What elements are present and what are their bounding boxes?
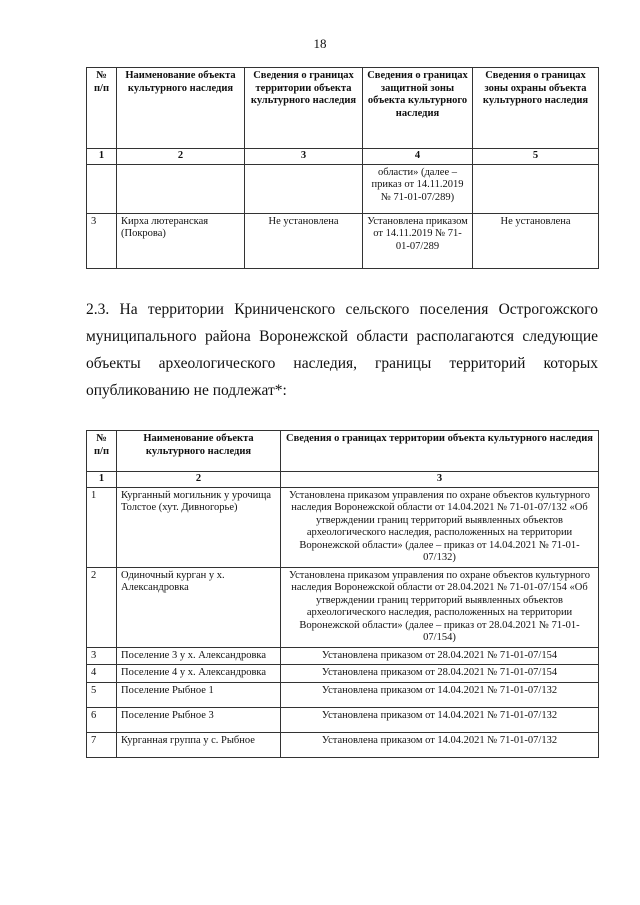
cell-number: 3 [87,647,117,665]
cell-territory: Установлена приказом управления по охране объектов культурного наследия Воронежской области от 28.04.2021 № 71-01-07/154 «Об утверждении границ территорий выявленных объектов археологического наследия, расположенных на территории Воронежской области» (далее – приказ от 28.04.2021 № 71-01-07/154) [281,567,599,647]
header-guard-zone: Сведения о границах зоны охраны объекта культурного наследия [473,68,599,149]
col-num: 2 [117,149,245,165]
cell-name: Поселение 4 у х. Александровка [117,665,281,683]
cell-territory: Установлена приказом от 14.04.2021 № 71-01-07/132 [281,682,599,707]
header-name: Наименование объекта культурного наследия [117,68,245,149]
cell-name [117,164,245,213]
cell-number: 4 [87,665,117,683]
cell-territory: Установлена приказом управления по охране объектов культурного наследия Воронежской области от 14.04.2021 № 71-01-07/132 «Об утверждении границ территорий выявленных объектов археологического наследия, расположенных на территории Воронежской области» (далее – приказ от 14.04.2021 № 71-01-07/132) [281,487,599,567]
archaeological-objects-table [86,430,599,758]
header-number: № п/п [87,431,117,472]
column-number-row [87,472,599,488]
col-num: 3 [245,149,363,165]
header-territory: Сведения о границах территории объекта культурного наследия [245,68,363,149]
cell-number [87,164,117,213]
table-row [87,164,599,213]
cell-number: 6 [87,707,117,732]
table-row [87,567,599,647]
table-header-row [87,68,599,149]
paragraph-text: 2.3. На территории Криниченского сельского поселения Острогожского муниципального района Воронежской области располагаются следующие объекты археологического наследия, границы территорий которых опубликованию не подлежат*: [86,301,598,399]
cell-number: 3 [87,213,117,268]
col-num: 5 [473,149,599,165]
cell-name: Курганная группа у с. Рыбное [117,732,281,757]
table-row [87,487,599,567]
cell-protection-zone: Установлена приказом от 14.11.2019 № 71-01-07/289 [363,213,473,268]
table-row [87,665,599,683]
table-row [87,732,599,757]
col-num: 4 [363,149,473,165]
section-paragraph [86,296,598,404]
cell-territory: Установлена приказом от 28.04.2021 № 71-01-07/154 [281,647,599,665]
header-name: Наименование объекта культурного наследия [117,431,281,472]
cell-name: Поселение 3 у х. Александровка [117,647,281,665]
cell-protection-zone: области» (далее – приказ от 14.11.2019 № 71-01-07/289) [363,164,473,213]
cell-guard-zone: Не установлена [473,213,599,268]
cell-name: Поселение Рыбное 3 [117,707,281,732]
heritage-objects-table [86,67,599,269]
header-territory: Сведения о границах территории объекта культурного наследия [281,431,599,472]
table-row [87,647,599,665]
col-num: 1 [87,472,117,488]
table-row [87,682,599,707]
col-num: 1 [87,149,117,165]
cell-number: 7 [87,732,117,757]
cell-name: Поселение Рыбное 1 [117,682,281,707]
header-protection-zone: Сведения о границах защитной зоны объекта культурного наследия [363,68,473,149]
col-num: 2 [117,472,281,488]
cell-territory [245,164,363,213]
cell-name: Кирха лютеранская (Покрова) [117,213,245,268]
cell-territory: Не установлена [245,213,363,268]
cell-territory: Установлена приказом от 14.04.2021 № 71-01-07/132 [281,732,599,757]
cell-guard-zone [473,164,599,213]
page-number: 18 [313,36,327,51]
table-row [87,213,599,268]
column-number-row [87,149,599,165]
cell-territory: Установлена приказом от 14.04.2021 № 71-01-07/132 [281,707,599,732]
cell-territory: Установлена приказом от 28.04.2021 № 71-01-07/154 [281,665,599,683]
cell-number: 5 [87,682,117,707]
cell-number: 2 [87,567,117,647]
table-row [87,707,599,732]
cell-number: 1 [87,487,117,567]
col-num: 3 [281,472,599,488]
header-number: № п/п [87,68,117,149]
cell-name: Одиночный курган у х. Александровка [117,567,281,647]
table-header-row [87,431,599,472]
cell-name: Курганный могильник у урочища Толстое (хут. Дивногорье) [117,487,281,567]
